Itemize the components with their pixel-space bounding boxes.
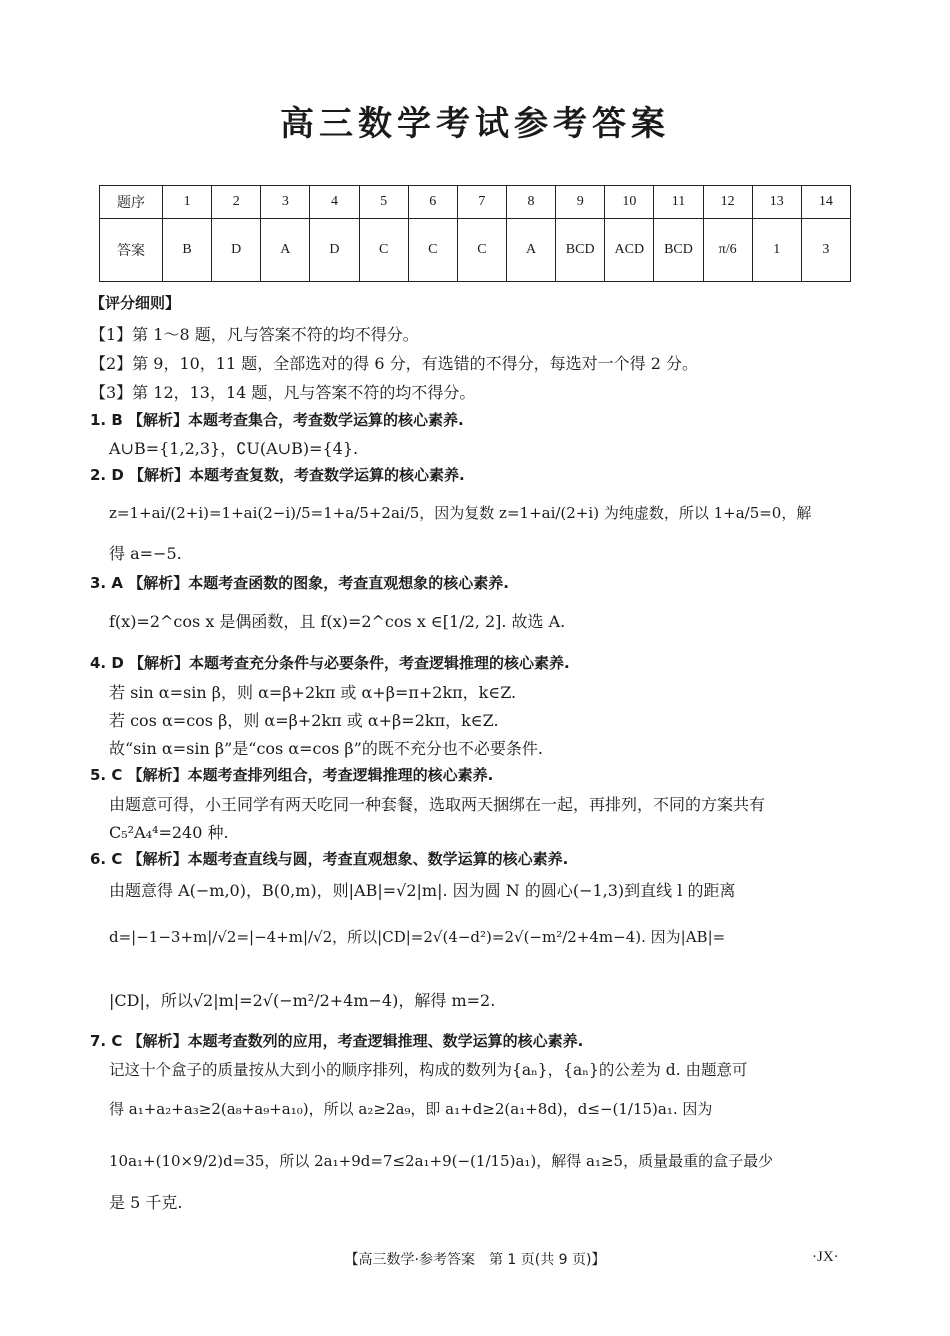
solution-text: 故“sin α=sin β”是“cos α=cos β”的既不充分也不必要条件. xyxy=(109,739,543,758)
solution-text: z=1+ai/(2+i)=1+ai(2−i)/5=1+a/5+2ai/5，因为复数 z=1+ai/(2+i) 为纯虚数，所以 1+a/5=0，解 xyxy=(109,504,812,522)
answer-cell: π/6 xyxy=(703,219,752,282)
solution-text: A∪B={1,2,3}，∁U(A∪B)={4}. xyxy=(109,439,359,458)
solution-text: 若 sin α=sin β，则 α=β+2kπ 或 α+β=π+2kπ，k∈Z. xyxy=(109,683,517,702)
number-cell: 4 xyxy=(310,186,359,219)
page-footer: 【高三数学·参考答案 第 1 页(共 9 页)】 xyxy=(344,1252,606,1268)
solution-text: 得 a₁+a₂+a₃≥2(a₈+a₉+a₁₀)，所以 a₂≥2a₉，即 a₁+d≥2(a₁+8d)，d≤−(1/15)a₁. 因为 xyxy=(109,1100,713,1118)
answer-cell: A xyxy=(506,219,555,282)
solution-text: 得 a=−5. xyxy=(109,544,182,563)
question-heading: 6. C 【解析】本题考查直线与圆，考查直观想象、数学运算的核心素养. xyxy=(90,850,569,868)
solution-text: 是 5 千克. xyxy=(109,1193,183,1212)
question-heading: 1. B 【解析】本题考查集合，考查数学运算的核心素养. xyxy=(90,411,464,429)
answer-cell: D xyxy=(310,219,359,282)
number-cell: 8 xyxy=(506,186,555,219)
number-cell: 12 xyxy=(703,186,752,219)
number-cell: 3 xyxy=(261,186,310,219)
number-cell: 10 xyxy=(605,186,654,219)
answer-cell: D xyxy=(212,219,261,282)
answer-cell: 3 xyxy=(801,219,850,282)
answer-table xyxy=(99,185,851,282)
number-cell: 2 xyxy=(212,186,261,219)
solution-text: f(x)=2^cos x 是偶函数，且 f(x)=2^cos x ∈[1/2, 2]. 故选 A. xyxy=(109,612,566,631)
solution-text: 若 cos α=cos β，则 α=β+2kπ 或 α+β=2kπ，k∈Z. xyxy=(109,711,499,730)
answer-cell: ACD xyxy=(605,219,654,282)
solution-text: 由题意得 A(−m,0)，B(0,m)，则|AB|=√2|m|. 因为圆 N 的圆心(−1,3)到直线 l 的距离 xyxy=(109,881,736,900)
number-cell: 6 xyxy=(408,186,457,219)
answer-cell: BCD xyxy=(556,219,605,282)
table-row-numbers xyxy=(100,186,851,219)
answer-cell: C xyxy=(457,219,506,282)
solution-text: C₅²A₄⁴=240 种. xyxy=(109,823,229,842)
answer-cell: C xyxy=(408,219,457,282)
scoring-heading: 【评分细则】 xyxy=(90,294,181,312)
scoring-rule: 【2】第 9，10，11 题，全部选对的得 6 分，有选错的不得分，每选对一个得 2 分。 xyxy=(90,354,698,373)
answer-cell: B xyxy=(163,219,212,282)
answer-cell: BCD xyxy=(654,219,703,282)
solution-text: 10a₁+(10×9/2)d=35，所以 2a₁+9d=7≤2a₁+9(−(1/15)a₁)，解得 a₁≥5，质量最重的盒子最少 xyxy=(109,1152,774,1170)
number-cell: 1 xyxy=(163,186,212,219)
answer-cell: C xyxy=(359,219,408,282)
row-label-number: 题序 xyxy=(100,186,163,219)
scoring-rule: 【1】第 1～8 题，凡与答案不符的均不得分。 xyxy=(90,325,419,344)
solution-text: |CD|，所以√2|m|=2√(−m²/2+4m−4)，解得 m=2. xyxy=(109,991,496,1010)
row-label-answer: 答案 xyxy=(100,219,163,282)
question-heading: 2. D 【解析】本题考查复数，考查数学运算的核心素养. xyxy=(90,466,465,484)
solution-text: 记这十个盒子的质量按从大到小的顺序排列，构成的数列为{aₙ}，{aₙ}的公差为 d. 由题意可 xyxy=(109,1061,748,1079)
question-heading: 3. A 【解析】本题考查函数的图象，考查直观想象的核心素养. xyxy=(90,574,509,592)
footer-code: ·JX· xyxy=(812,1249,839,1265)
number-cell: 7 xyxy=(457,186,506,219)
page-title: 高三数学考试参考答案 xyxy=(280,104,670,144)
number-cell: 14 xyxy=(801,186,850,219)
question-heading: 7. C 【解析】本题考查数列的应用，考查逻辑推理、数学运算的核心素养. xyxy=(90,1032,584,1050)
answer-cell: A xyxy=(261,219,310,282)
question-heading: 4. D 【解析】本题考查充分条件与必要条件，考查逻辑推理的核心素养. xyxy=(90,654,570,672)
solution-text: 由题意可得，小王同学有两天吃同一种套餐，选取两天捆绑在一起，再排列，不同的方案共有 xyxy=(109,795,766,814)
number-cell: 5 xyxy=(359,186,408,219)
number-cell: 9 xyxy=(556,186,605,219)
scoring-rule: 【3】第 12，13，14 题，凡与答案不符的均不得分。 xyxy=(90,383,476,402)
number-cell: 13 xyxy=(752,186,801,219)
table-row-answers xyxy=(100,219,851,282)
number-cell: 11 xyxy=(654,186,703,219)
question-heading: 5. C 【解析】本题考查排列组合，考查逻辑推理的核心素养. xyxy=(90,766,494,784)
answer-cell: 1 xyxy=(752,219,801,282)
solution-text: d=|−1−3+m|/√2=|−4+m|/√2，所以|CD|=2√(4−d²)=2√(−m²/2+4m−4). 因为|AB|= xyxy=(109,928,726,946)
